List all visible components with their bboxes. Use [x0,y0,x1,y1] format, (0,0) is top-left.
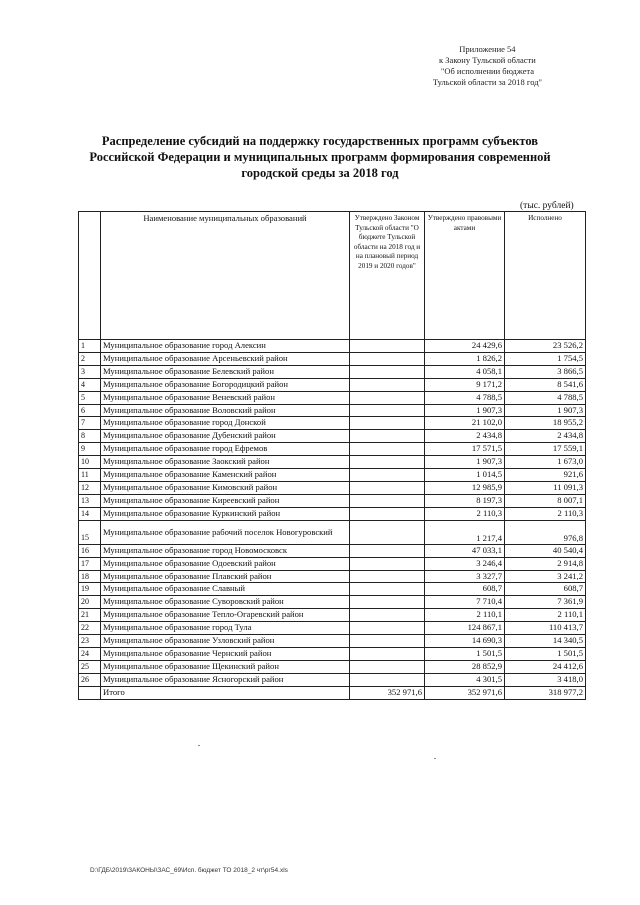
table-header-row [79,212,586,340]
approved-acts-value: 4 788,5 [425,391,505,404]
executed-value: 23 526,2 [505,340,586,353]
municipality-name: Муниципальное образование город Новомосковск [101,544,350,557]
approved-law-value [350,583,425,596]
approved-acts-value: 9 171,2 [425,378,505,391]
approved-acts-value: 8 197,3 [425,494,505,507]
approved-acts-value: 4 058,1 [425,365,505,378]
approved-acts-value: 3 327,7 [425,570,505,583]
municipality-name: Муниципальное образование Ясногорский район [101,673,350,686]
header-executed: Исполнено [505,212,586,340]
executed-value: 7 361,9 [505,596,586,609]
row-number: 22 [79,622,101,635]
row-number: 12 [79,481,101,494]
approved-law-value [350,404,425,417]
municipality-name: Муниципальное образование Кимовский район [101,481,350,494]
executed-value: 24 412,6 [505,660,586,673]
approved-acts-value: 3 246,4 [425,557,505,570]
header-number [79,212,101,340]
municipality-name: Итого [101,686,350,699]
approved-law-value [350,660,425,673]
executed-value: 2 434,8 [505,430,586,443]
municipality-name: Муниципальное образование Узловский район [101,635,350,648]
municipality-name: Муниципальное образование Тепло-Огаревский район [101,609,350,622]
row-number [79,686,101,699]
table-row [79,673,586,686]
executed-value: 14 340,5 [505,635,586,648]
approved-acts-value: 1 014,5 [425,469,505,482]
document-title [70,133,570,181]
approved-law-value [350,507,425,520]
title-line: Распределение субсидий на поддержку государственных программ субъектов [101,134,539,148]
appendix-line: Приложение 54 [459,44,516,54]
approved-law-value [350,609,425,622]
municipality-name: Муниципальное образование город Донской [101,417,350,430]
approved-acts-value: 1 501,5 [425,647,505,660]
scan-speck [198,745,200,746]
row-number: 11 [79,469,101,482]
executed-value: 4 788,5 [505,391,586,404]
approved-acts-value: 2 110,1 [425,609,505,622]
row-number: 14 [79,507,101,520]
approved-acts-value: 608,7 [425,583,505,596]
executed-value: 8 007,1 [505,494,586,507]
approved-acts-value: 17 571,5 [425,443,505,456]
appendix-line: к Закону Тульской области [439,55,536,65]
table-row [79,507,586,520]
table-body [79,340,586,700]
table-row [79,583,586,596]
approved-acts-value: 1 907,3 [425,404,505,417]
approved-law-value [350,443,425,456]
municipality-name: Муниципальное образование Щекинский район [101,660,350,673]
table-row [79,494,586,507]
approved-law-value [350,596,425,609]
approved-acts-value: 124 867,1 [425,622,505,635]
row-number: 23 [79,635,101,648]
executed-value: 921,6 [505,469,586,482]
municipality-name: Муниципальное образование Арсеньевский район [101,352,350,365]
municipality-name: Муниципальное образование Веневский район [101,391,350,404]
municipality-name: Муниципальное образование Богородицкий район [101,378,350,391]
row-number: 5 [79,391,101,404]
table-row [79,635,586,648]
header-approved-law: Утверждено Законом Тульской области "О бюджете Тульской области на 2018 год и на плановый период 2019 и 2020 годов" [350,212,425,340]
executed-value: 3 241,2 [505,570,586,583]
municipality-name: Муниципальное образование город Алексин [101,340,350,353]
approved-acts-value: 12 985,9 [425,481,505,494]
table-row [79,609,586,622]
approved-law-value [350,673,425,686]
row-number: 2 [79,352,101,365]
municipality-name: Муниципальное образование Киреевский район [101,494,350,507]
row-number: 8 [79,430,101,443]
approved-acts-value: 352 971,6 [425,686,505,699]
approved-acts-value: 1 826,2 [425,352,505,365]
executed-value: 18 955,2 [505,417,586,430]
table-row [79,481,586,494]
approved-acts-value: 1 907,3 [425,456,505,469]
table-row [79,404,586,417]
approved-acts-value: 21 102,0 [425,417,505,430]
approved-law-value [350,417,425,430]
municipality-name: Муниципальное образование Плавский район [101,570,350,583]
municipality-name: Муниципальное образование Куркинский район [101,507,350,520]
units-label: (тыс. рублей) [520,201,574,211]
scan-speck [434,758,436,759]
row-number: 26 [79,673,101,686]
title-line: Российской Федерации и муниципальных программ формирования современной [89,150,551,164]
municipality-name: Муниципальное образование город Ефремов [101,443,350,456]
municipality-name: Муниципальное образование рабочий поселок Новогуровский [101,520,350,544]
row-number: 1 [79,340,101,353]
approved-law-value [350,570,425,583]
approved-law-value [350,391,425,404]
table-row [79,544,586,557]
municipality-name: Муниципальное образование Суворовский район [101,596,350,609]
header-name: Наименование муниципальных образований [101,212,350,340]
table-row [79,443,586,456]
appendix-line: Тульской области за 2018 год" [432,77,542,87]
approved-law-value [350,481,425,494]
row-number: 15 [79,520,101,544]
executed-value: 1 754,5 [505,352,586,365]
row-number: 10 [79,456,101,469]
table-row [79,647,586,660]
executed-value: 608,7 [505,583,586,596]
approved-acts-value: 7 710,4 [425,596,505,609]
municipality-name: Муниципальное образование Воловский район [101,404,350,417]
approved-law-value [350,494,425,507]
table-row [79,391,586,404]
table-row [79,660,586,673]
row-number: 13 [79,494,101,507]
executed-value: 2 110,3 [505,507,586,520]
municipality-name: Муниципальное образование Одоевский район [101,557,350,570]
table-row [79,365,586,378]
executed-value: 318 977,2 [505,686,586,699]
approved-acts-value: 2 110,3 [425,507,505,520]
executed-value: 3 866,5 [505,365,586,378]
approved-law-value [350,635,425,648]
executed-value: 1 907,3 [505,404,586,417]
approved-law-value [350,520,425,544]
approved-law-value [350,469,425,482]
municipality-name: Муниципальное образование Славный [101,583,350,596]
table-row [79,622,586,635]
approved-acts-value: 2 434,8 [425,430,505,443]
table-row [79,596,586,609]
file-path-footer: D:\ГДБ\2019\ЗАКОНЫ\ЗАС_69\Исп. бюджет ТО 2018_2 чт\рг54.xls [90,867,288,874]
appendix-note [433,44,542,88]
table-row [79,417,586,430]
header-approved-acts: Утверждено правовыми актами [425,212,505,340]
approved-acts-value: 14 690,3 [425,635,505,648]
municipality-name: Муниципальное образование Чернский район [101,647,350,660]
table-row [79,520,586,544]
approved-acts-value: 1 217,4 [425,520,505,544]
total-row [79,686,586,699]
row-number: 7 [79,417,101,430]
table-row [79,340,586,353]
row-number: 3 [79,365,101,378]
municipality-name: Муниципальное образование Дубенский район [101,430,350,443]
executed-value: 11 091,3 [505,481,586,494]
approved-law-value [350,378,425,391]
table-row [79,469,586,482]
row-number: 21 [79,609,101,622]
approved-law-value [350,622,425,635]
municipality-name: Муниципальное образование город Тула [101,622,350,635]
approved-acts-value: 47 033,1 [425,544,505,557]
executed-value: 2 914,8 [505,557,586,570]
row-number: 20 [79,596,101,609]
executed-value: 3 418,0 [505,673,586,686]
executed-value: 8 541,6 [505,378,586,391]
approved-acts-value: 4 301,5 [425,673,505,686]
approved-law-value [350,340,425,353]
approved-law-value [350,557,425,570]
row-number: 19 [79,583,101,596]
subsidy-table [78,211,586,700]
municipality-name: Муниципальное образование Белевский район [101,365,350,378]
approved-law-value [350,456,425,469]
municipality-name: Муниципальное образование Заокский район [101,456,350,469]
executed-value: 110 413,7 [505,622,586,635]
row-number: 6 [79,404,101,417]
table-row [79,378,586,391]
municipality-name: Муниципальное образование Каменский район [101,469,350,482]
table-row [79,352,586,365]
row-number: 17 [79,557,101,570]
row-number: 9 [79,443,101,456]
executed-value: 1 501,5 [505,647,586,660]
approved-law-value [350,352,425,365]
table-row [79,557,586,570]
row-number: 4 [79,378,101,391]
executed-value: 1 673,0 [505,456,586,469]
approved-law-value [350,430,425,443]
table-row [79,456,586,469]
row-number: 24 [79,647,101,660]
approved-law-value [350,647,425,660]
executed-value: 976,8 [505,520,586,544]
row-number: 18 [79,570,101,583]
row-number: 16 [79,544,101,557]
approved-law-value [350,365,425,378]
executed-value: 17 559,1 [505,443,586,456]
approved-acts-value: 24 429,6 [425,340,505,353]
approved-law-value [350,544,425,557]
table-row [79,430,586,443]
appendix-line: "Об исполнении бюджета [440,66,534,76]
row-number: 25 [79,660,101,673]
executed-value: 2 110,1 [505,609,586,622]
title-line: городской среды за 2018 год [241,166,399,180]
table-row [79,570,586,583]
approved-acts-value: 28 852,9 [425,660,505,673]
approved-law-value: 352 971,6 [350,686,425,699]
executed-value: 40 540,4 [505,544,586,557]
